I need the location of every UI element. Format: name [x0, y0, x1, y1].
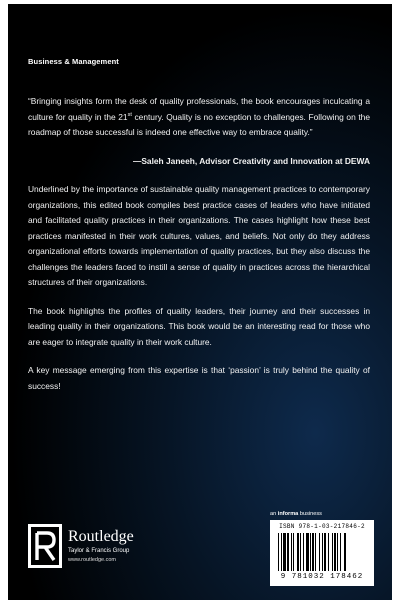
- barcode-stripe: [312, 533, 314, 571]
- barcode-stripe: [310, 533, 311, 571]
- description-paragraph: Underlined by the importance of sustainable quality management practices to contemporary organizations, this edited book compiles best practice cases of leaders who have initiated and facilitated quality practices in their organizations. The cases highlight how these best practices manifested in their work cultures, values, and beliefs. Not only do they address organizational efforts towards implementation of quality practices, but they also discuss the challenges the leaders faced to instill a sense of quality in practices across the hierarchical structures of their organizations.: [28, 184, 370, 287]
- barcode-stripe: [322, 533, 323, 571]
- informa-suffix: business: [298, 511, 322, 517]
- barcode-stripe: [332, 533, 333, 571]
- routledge-logo: [28, 524, 178, 574]
- publisher-group: Taylor & Francis Group: [68, 548, 130, 554]
- barcode-stripe: [293, 533, 294, 571]
- barcode-stripe: [334, 533, 336, 571]
- endorsement-quote: [28, 94, 370, 141]
- description-paragraph: The book highlights the profiles of quality leaders, their journey and their successes in leading quality in their organizations. This book would be an interesting read for those who are eager to integrate quality in their work culture.: [28, 305, 370, 347]
- book-back-cover: [8, 4, 392, 600]
- barcode-stripe: [281, 533, 282, 571]
- quote-attribution: —Saleh Janeeh, Advisor Creativity and Innovation at DEWA: [132, 155, 370, 166]
- description-paragraph: A key message emerging from this expertise is that ‘passion’ is truly behind the quality of success!: [28, 365, 370, 391]
- barcode-stripe: [319, 533, 320, 571]
- barcode-stripe: [300, 533, 301, 571]
- blurb-column: [28, 94, 370, 407]
- publisher-name: Routledge: [68, 528, 134, 545]
- barcode-number: 9 781032 178462: [280, 573, 364, 581]
- quote-superscript: st: [127, 111, 132, 118]
- barcode-stripe: [283, 533, 286, 571]
- barcode-stripe: [303, 533, 304, 571]
- isbn-barcode: [270, 520, 374, 586]
- barcode-stripe: [315, 533, 316, 571]
- quote-text-end: century. Quality is no exception to challenges. Following on the roadmap of those successful is indeed one effective way to embrace quality.”: [28, 111, 370, 137]
- barcode-stripe: [324, 533, 326, 571]
- barcode-stripe: [291, 533, 292, 571]
- barcode-stripe: [344, 533, 346, 571]
- cover-content: [8, 4, 392, 600]
- informa-tag: [270, 511, 322, 517]
- informa-prefix: an: [270, 511, 278, 517]
- informa-name: informa: [277, 511, 299, 517]
- barcode-stripe: [278, 533, 279, 571]
- barcode-stripe: [287, 533, 289, 571]
- barcode-stripe: [340, 533, 341, 571]
- category-label: Business & Management: [28, 57, 119, 66]
- barcode-bars: [278, 533, 366, 571]
- quote-text-start: “Bringing insights form the desk of quality professionals, the book encourages inculcating a culture for quality in the 21: [28, 96, 370, 122]
- isbn-label: ISBN 978-1-03-217846-2: [279, 523, 365, 530]
- barcode-stripe: [328, 533, 329, 571]
- barcode-stripe: [297, 533, 299, 571]
- routledge-r-icon: [28, 524, 62, 568]
- barcode-stripe: [337, 533, 338, 571]
- publisher-url: www.routledge.com: [68, 557, 116, 563]
- barcode-stripe: [306, 533, 309, 571]
